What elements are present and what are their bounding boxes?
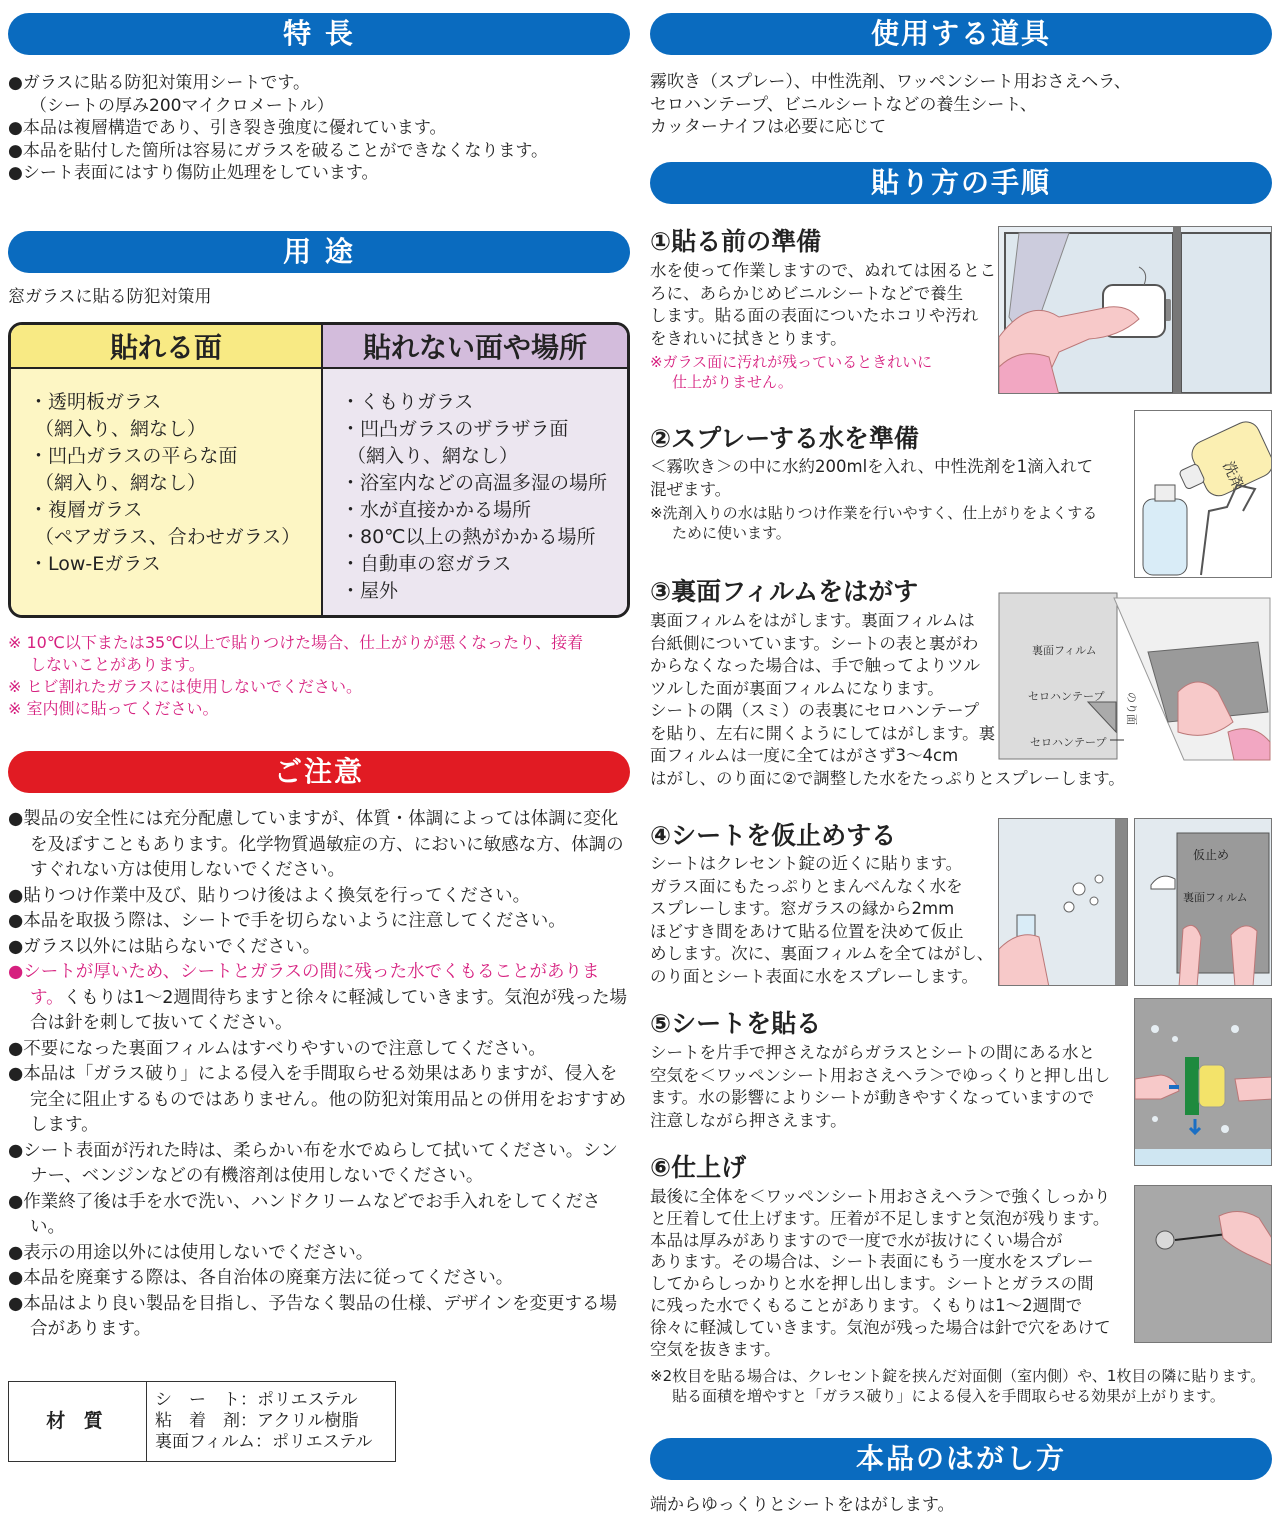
tack-label: 仮止め <box>1193 848 1230 862</box>
list-item: ●ガラスに貼る防犯対策用シートです。 <box>8 73 310 93</box>
note: ために使います。 <box>672 524 791 542</box>
note: しないことがあります。 <box>30 655 205 674</box>
step5-text <box>650 1042 1110 1132</box>
line: セロハンテープ、ビニルシートなどの養生シート、 <box>650 94 1037 115</box>
material-row: シ ー ト：ポリエステル <box>155 1390 358 1410</box>
step3-illustration <box>998 592 1272 762</box>
cannot-header: 貼れない面や場所 <box>323 325 627 369</box>
line: あります。その場合は、シート表面にもう一度水をスプレー <box>650 1252 1094 1272</box>
step1-note <box>650 352 932 392</box>
tape-label: セロハンテープ <box>1028 690 1105 703</box>
list-item: ・複層ガラス <box>29 499 143 521</box>
list-item: ・凹凸ガラスのザラザラ面 <box>341 418 569 440</box>
list-item: ●本品はより良い製品を目指し、予告なく製品の仕様、デザインを変更する場合があります。 <box>8 1293 618 1339</box>
material-row: 裏面フィルム：ポリエステル <box>155 1432 373 1452</box>
line: 水を使って作業しますので、ぬれては困るとこ <box>650 261 997 280</box>
line: を貼り、左右に開くようにしてはがします。裏 <box>650 723 996 743</box>
temporary-fix-image <box>1135 819 1272 986</box>
line: に残った水でくもることがあります。くもりは1～2週間で <box>650 1295 1083 1315</box>
list-item: ●不要になった裏面フィルムはすべりやすいので注意してください。 <box>8 1038 546 1059</box>
line: します。貼る面の表面についたホコリや汚れ <box>650 306 979 325</box>
line: 徐々に軽減していきます。気泡が残った場合は針で穴をあけて <box>650 1317 1111 1337</box>
list-item: ・透明板ガラス <box>29 391 162 413</box>
features-list <box>8 72 630 185</box>
list-item: ●本品を取扱う際は、シートで手を切らないように注意してください。 <box>8 911 566 931</box>
list-item: ・屋外 <box>341 580 399 602</box>
note: ※ガラス面に汚れが残っているときれいに <box>650 353 933 371</box>
note: ※2枚目を貼る場合は、クレセント錠を挟んだ対面側（室内側）や、1枚目の隣に貼ります。 <box>650 1367 1266 1385</box>
line: と圧着して仕上げます。圧着が不足しますと気泡が残ります。 <box>650 1208 1110 1228</box>
list-item: ●シート表面が汚れた時は、柔らかい布を水でぬらして拭いてください。シンナー、ベンジンなどの有機溶剤は使用しないでください。 <box>8 1140 618 1186</box>
line: からなくなった場合は、手で触ってよりツル <box>650 656 980 675</box>
material-row: 粘 着 剤：アクリル樹脂 <box>155 1411 359 1431</box>
line: はがし、のり面に②で調整した水をたっぷりとスプレーします。 <box>650 768 1125 788</box>
line: シートの隅（スミ）の表裏にセロハンテープ <box>650 701 980 720</box>
line: ろに、あらかじめビニルシートなどで養生 <box>650 283 964 303</box>
line: ＜霧吹き＞の中に水約200mlを入れ、中性洗剤を1滴入れて <box>650 457 1094 476</box>
step1-title: ①貼る前の準備 <box>650 227 822 256</box>
line: をきれいに拭きとります。 <box>650 328 847 348</box>
detergent-label: 洗剤 <box>1219 458 1249 494</box>
step4-text <box>650 853 993 988</box>
list-item: ●本品は「ガラス破り」による侵入を手間取らせる効果はありますが、侵入を完全に阻止するものではありません。他の防犯対策用品との併用をおすすめします。 <box>8 1064 627 1135</box>
line: 台紙側についています。シートの表と裏がわ <box>650 633 979 653</box>
list-item: ●貼りつけ作業中及び、貼りつけ後はよく換気を行ってください。 <box>8 885 531 906</box>
line: 本品は厚みがありますので一度で水が抜けにくい場合が <box>650 1230 1063 1250</box>
note: 仕上がりません。 <box>672 373 793 391</box>
note: ※ ヒビ割れたガラスには使用しないでください。 <box>8 677 363 696</box>
step5-illustration <box>1134 998 1272 1166</box>
list-item: ●ガラス以外には貼らないでください。 <box>8 936 321 957</box>
line: してからしっかりと水を押し出します。シートとガラスの間 <box>650 1274 1094 1294</box>
line: スプレーします。窓ガラスの縁から2mm <box>650 899 955 918</box>
list-item: ・自動車の窓ガラス <box>341 553 512 575</box>
list-item: ●本品を貼付した箇所は容易にガラスを破ることができなくなります。 <box>8 140 548 161</box>
usage-desc: 窓ガラスに貼る防犯対策用 <box>8 287 212 307</box>
line: 裏面フィルムをはがします。裏面フィルムは <box>650 611 975 630</box>
list-item: ●製品の安全性には充分配慮していますが、体質・体調によっては体調に変化を及ぼすこともあります。化学物質過敏症の方、においに敏感な方、体調のすぐれない方は使用しないでください。 <box>8 809 624 880</box>
highlight-text: ●シートが厚いため、シートとガラスの間に残った水でくもることがあります。 <box>8 962 600 1008</box>
line: シートを片手で押さえながらガラスとシートの間にある水と <box>650 1043 1096 1062</box>
material-table <box>8 1381 396 1462</box>
step4-title: ④シートを仮止めする <box>650 821 897 850</box>
line: 霧吹き（スプレー）、中性洗剤、ワッペンシート用おさえヘラ、 <box>650 72 1131 92</box>
list-item: ●本品を廃棄する際は、各自治体の廃棄方法に従ってください。 <box>8 1268 514 1288</box>
spray-glass-image <box>999 819 1128 986</box>
film-label: 裏面フィルム <box>1183 891 1248 904</box>
usage-table <box>8 322 630 618</box>
step4-illustration-b <box>1134 818 1272 986</box>
list-item <box>8 960 632 1037</box>
step1-illustration <box>998 226 1272 394</box>
caution-list <box>8 807 632 1343</box>
line: めします。次に、裏面フィルムを全てはがし、 <box>650 944 994 963</box>
step3-title: ③裏面フィルムをはがす <box>650 577 919 606</box>
step5-title: ⑤シートを貼る <box>650 1009 822 1038</box>
usage-banner: 用 途 <box>8 231 630 273</box>
line: ツルした面が裏面フィルムになります。 <box>650 678 944 698</box>
usage-notes <box>8 632 638 720</box>
step6-illustration <box>1134 1185 1272 1343</box>
wipe-window-image <box>999 227 1272 394</box>
line: 空気を抜きます。 <box>650 1339 781 1359</box>
note: ※洗剤入りの水は貼りつけ作業を行いやすく、仕上がりをよくする <box>650 504 1098 522</box>
removal-text: 端からゆっくりとシートをはがします。 <box>650 1495 955 1515</box>
line: 最後に全体を＜ワッペンシート用おさえヘラ＞で強くしっかり <box>650 1187 1111 1206</box>
caution-banner: ご注意 <box>8 751 630 793</box>
line: のり面とシート表面に水をスプレーします。 <box>650 966 979 986</box>
step2-title: ②スプレーする水を準備 <box>650 424 919 453</box>
can-header: 貼れる面 <box>11 325 321 369</box>
step2-note <box>650 503 1097 543</box>
list-item: ・くもりガラス <box>341 391 474 413</box>
list-item: ・Low-Eガラス <box>29 553 161 575</box>
list-item-text: くもりは1～2週間待ちますと徐々に軽減していきます。気泡が残った場合は針を刺して抜いてください。 <box>30 987 627 1033</box>
list-item: （シートの厚み200マイクロメートル） <box>30 95 334 116</box>
step2-text <box>650 456 1093 501</box>
list-item: （網入り、網なし） <box>35 472 207 494</box>
list-item: ●本品は複層構造であり、引き裂き強度に優れています。 <box>8 118 447 138</box>
line: 混ぜます。 <box>650 479 732 499</box>
list-item: ・水が直接かかる場所 <box>341 499 532 521</box>
list-item: ●表示の用途以外には使用しないでください。 <box>8 1242 374 1263</box>
step1-text <box>650 260 997 350</box>
needle-bubble-image <box>1135 1186 1272 1343</box>
line: シートはクレセント錠の近くに貼ります。 <box>650 854 963 873</box>
step6-title: ⑥仕上げ <box>650 1153 747 1182</box>
material-label: 材 質 <box>9 1382 147 1461</box>
note: 貼る面積を増やすと「ガラス破り」による侵入を手間取らせる効果が上がります。 <box>672 1387 1225 1405</box>
list-item: ●作業終了後は手を水で洗い、ハンドクリームなどでお手入れをしてください。 <box>8 1191 601 1237</box>
list-item: （網入り、網なし） <box>35 418 207 440</box>
list-item: ・凹凸ガラスの平らな面 <box>29 445 238 467</box>
list-item: （網入り、網なし） <box>347 445 519 467</box>
cannot-column <box>321 325 627 615</box>
steps-banner: 貼り方の手順 <box>650 162 1272 204</box>
tape-label-2: セロハンテープ <box>1030 736 1107 749</box>
line: カッターナイフは必要に応じて <box>650 117 887 137</box>
line: 面フィルムは一度に全てはがさず3～4cm <box>650 746 959 765</box>
removal-banner: 本品のはがし方 <box>650 1438 1272 1480</box>
line: ほどすき間をあけて貼る位置を決めて仮止 <box>650 921 964 941</box>
peel-film-image <box>998 592 1272 762</box>
tools-text <box>650 71 1131 139</box>
line: 注意しながら押さえます。 <box>650 1110 847 1130</box>
list-item: ●シート表面にはすり傷防止処理をしています。 <box>8 163 379 183</box>
features-banner: 特 長 <box>8 13 630 55</box>
glue-side-label: のり面 <box>1125 692 1138 725</box>
tools-banner: 使用する道具 <box>650 13 1272 55</box>
material-rows <box>155 1390 372 1453</box>
list-item: （ペアガラス、合わせガラス） <box>35 526 301 548</box>
step4-illustration-a <box>998 818 1128 986</box>
step6-text <box>650 1186 1111 1360</box>
line: 空気を＜ワッペンシート用おさえヘラ＞でゆっくりと押し出し <box>650 1065 1111 1085</box>
step6-note <box>650 1366 1265 1406</box>
squeegee-press-image <box>1135 999 1272 1166</box>
detergent-and-spray-image <box>1135 411 1272 578</box>
note: ※ 10℃以下または35℃以上で貼りつけた場合、仕上がりが悪くなったり、接着 <box>8 633 584 652</box>
list-item: ・80℃以上の熱がかかる場所 <box>341 526 596 548</box>
film-label: 裏面フィルム <box>1032 644 1097 657</box>
list-item: ・浴室内などの高温多湿の場所 <box>341 472 608 494</box>
note: ※ 室内側に貼ってください。 <box>8 699 219 718</box>
line: ます。水の影響によりシートが動きやすくなっていますので <box>650 1088 1095 1107</box>
step2-illustration <box>1134 410 1272 578</box>
can-column <box>11 325 321 615</box>
line: ガラス面にもたっぷりとまんべんなく水を <box>650 876 963 896</box>
